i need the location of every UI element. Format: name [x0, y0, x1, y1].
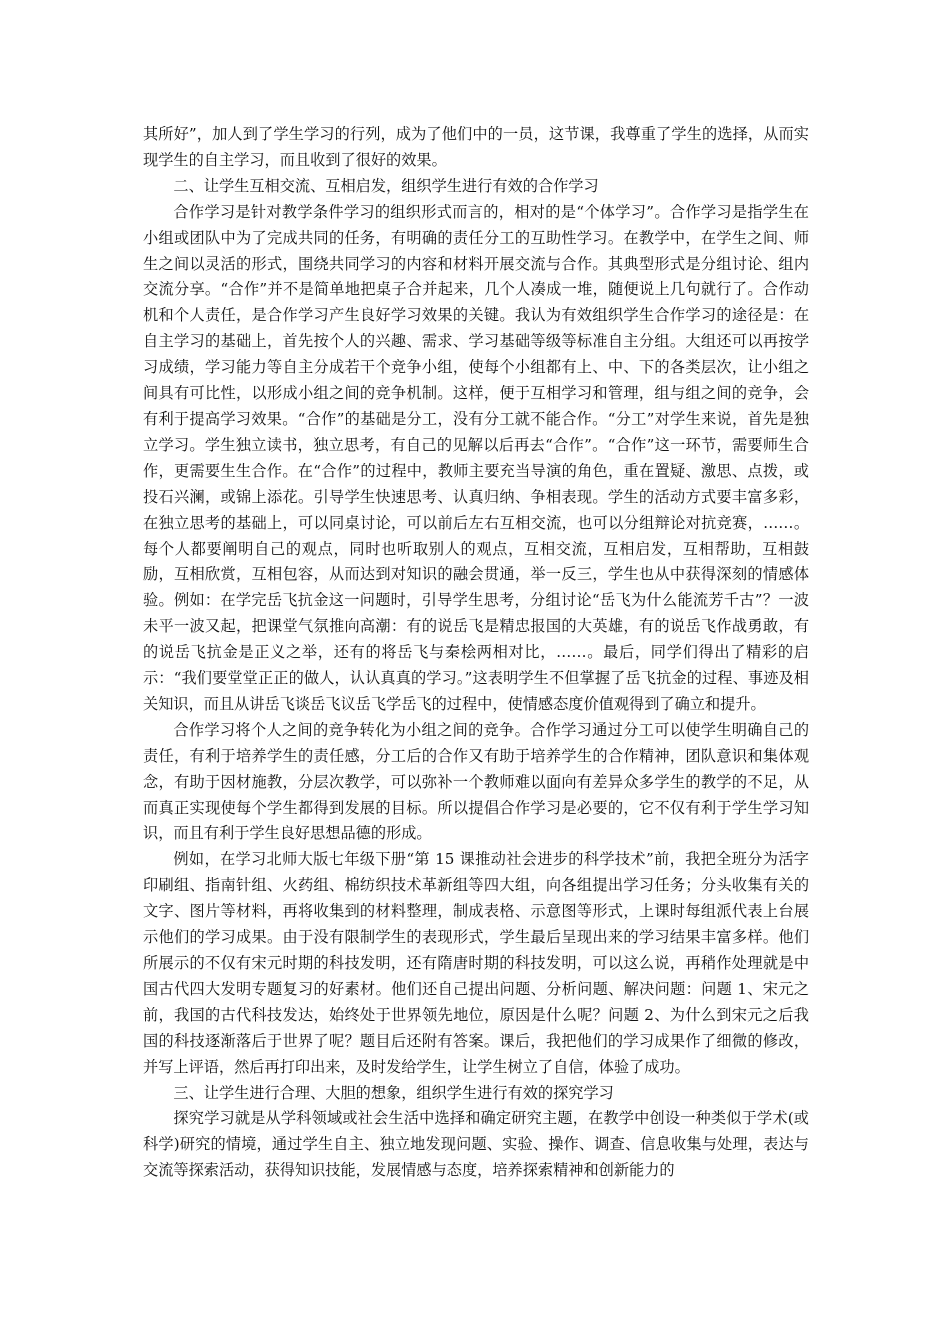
- paragraph-cooperative-learning: 合作学习是针对教学条件学习的组织形式而言的，相对的是“个体学习”。合作学习是指学生在小组或团队中为了完成共同的任务，有明确的责任分工的互助性学习。在教学中，在学生之间、师生之间以灵活的形式，围绕共同学习的内容和材料开展交流与合作。其典型形式是分组讨论、组内交流分享。“合作”并不是简单地把桌子合并起来，几个人凑成一堆，随便说上几句就行了。合作动机和个人责任，是合作学习产生良好学习效果的关键。我认为有效组织学生合作学习的途径是：在自主学习的基础上，首先按个人的兴趣、需求、学习基础等级等标准自主分组。大组还可以再按学习成绩，学习能力等自主分成若干个竞争小组，使每个小组都有上、中、下的各类层次，让小组之间具有可比性，以形成小组之间的竞争机制。这样，便于互相学习和管理，组与组之间的竞争，会有利于提高学习效果。“合作”的基础是分工，没有分工就不能合作。“分工”对学生来说，首先是独立学习。学生独立读书，独立思考，有自己的见解以后再去“合作”。“合作”这一环节，需要师生合作，更需要生生合作。在“合作”的过程中，教师主要充当导演的角色，重在置疑、激思、点拨，或投石兴澜，或锦上添花。引导学生快速思考、认真归纳、争相表现。学生的活动方式要丰富多彩，在独立思考的基础上，可以同桌讨论，可以前后左右互相交流，也可以分组辩论对抗竞赛，……。每个人都要阐明自己的观点，同时也听取别人的观点，互相交流，互相启发，互相帮助，互相鼓励，互相欣赏，互相包容，从而达到对知识的融会贯通，举一反三，学生也从中获得深刻的情感体验。例如：在学完岳飞抗金这一问题时，引导学生思考，分组讨论“岳飞为什么能流芳千古”？一波未平一波又起，把课堂气氛推向高潮：有的说岳飞是精忠报国的大英雄，有的说岳飞作战勇敢，有的说岳飞抗金是正义之举，还有的将岳飞与秦桧两相对比，……。最后，同学们得出了精彩的启示：“我们要堂堂正正的做人，认认真真的学习。”这表明学生不但掌握了岳飞抗金的过程、事迹及相关知识，而且从讲岳飞谈岳飞议岳飞学岳飞的过程中，使情感态度价值观得到了确立和提升。: [143, 202, 809, 713]
- section-heading-two: 二、让学生互相交流、互相启发，组织学生进行有效的合作学习: [173, 176, 599, 195]
- document-page: [143, 122, 809, 1184]
- section-heading-three: 三、让学生进行合理、大胆的想象，组织学生进行有效的探究学习: [173, 1083, 614, 1102]
- paragraph-example: 例如，在学习北师大版七年级下册“第 15 课推动社会进步的科学技术”前，我把全班分为活字印刷组、指南针组、火药组、棉纺织技术革新组等四大组，向各组提出学习任务；分头收集有关的文字、图片等材料，再将收集到的材料整理，制成表格、示意图等形式，上课时每组派代表上台展示他们的学习成果。由于没有限制学生的表现形式，学生最后呈现出来的学习结果丰富多样。他们所展示的不仅有宋元时期的科技发明，还有隋唐时期的科技发明，可以这么说，再稍作处理就是中国古代四大发明专题复习的好素材。他们还自己提出问题、分析问题、解决问题：问题 1、宋元之前，我国的古代科技发达，始终处于世界领先地位，原因是什么呢？问题 2、为什么到宋元之后我国的科技逐渐落后于世界了呢？题目后还附有答案。课后，我把他们的学习成果作了细微的修改，并写上评语，然后再打印出来，及时发给学生，让学生树立了自信，体验了成功。: [143, 850, 809, 1076]
- paragraph-competition: 合作学习将个人之间的竞争转化为小组之间的竞争。合作学习通过分工可以使学生明确自己的责任，有利于培养学生的责任感，分工后的合作又有助于培养学生的合作精神，团队意识和集体观念，有助于因材施教，分层次教学，可以弥补一个教师难以面向有差异众多学生的教学的不足，从而真正实现使每个学生都得到发展的目标。所以提倡合作学习是必要的，它不仅有利于学生学习知识，而且有利于学生良好思想品德的形成。: [143, 720, 809, 843]
- paragraph-continuation: 其所好”，加人到了学生学习的行列，成为了他们中的一员，这节课，我尊重了学生的选择，从而实现学生的自主学习，而且收到了很好的效果。: [143, 125, 809, 169]
- paragraph-inquiry-learning: 探究学习就是从学科领域或社会生活中选择和确定研究主题，在教学中创设一种类似于学术(或科学)研究的情境，通过学生自主、独立地发现问题、实验、操作、调查、信息收集与处理，表达与交流等探索活动，获得知识技能，发展情感与态度，培养探索精神和创新能力的: [143, 1109, 809, 1180]
